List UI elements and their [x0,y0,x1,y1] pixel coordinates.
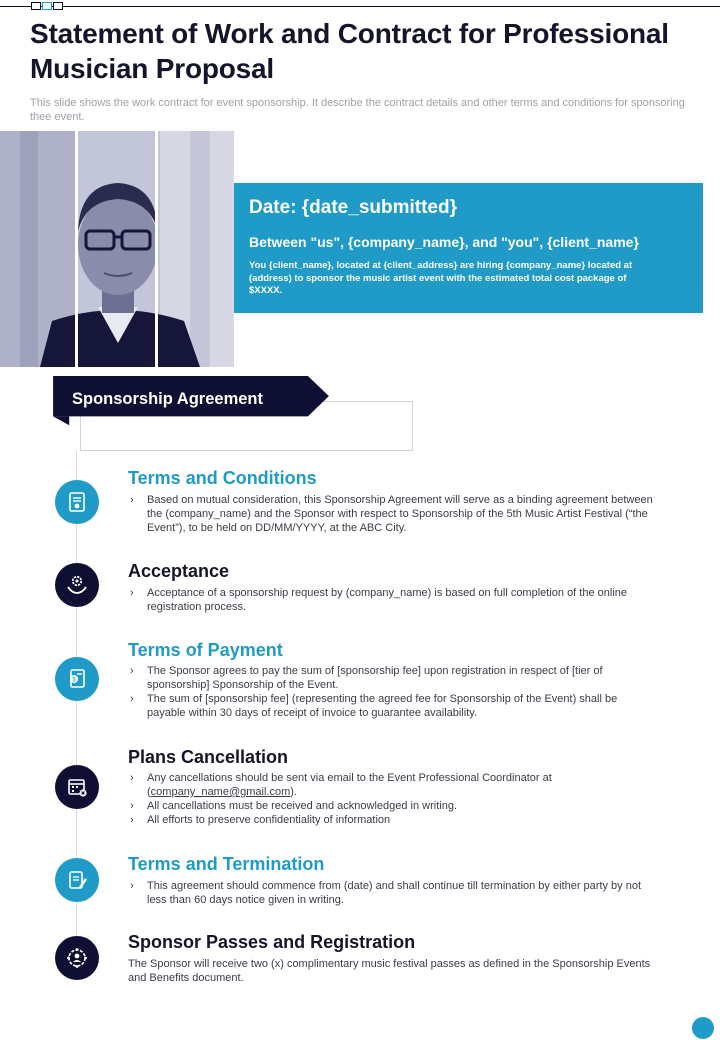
list-item: › All efforts to preserve confidentiality of information [128,813,653,827]
plans-cancellation-list [128,771,653,827]
list-item: › The sum of [sponsorship fee] (representing the agreed fee for Sponsorship of the Event) shall be payable within 30 days of receipt of invoice to guarantee availability. [128,692,653,720]
terms-conditions-list [128,493,653,535]
page-subtitle: This slide shows the work contract for event sponsorship. It describe the contract details and other terms and conditions for sponsoring thee event. [30,97,685,123]
cancellation-text-end: ). [290,786,297,798]
email-link[interactable]: company_name@gmail.com [150,786,291,798]
deco-square [42,2,52,10]
contract-pen-icon [55,858,99,902]
section-title-terms-conditions: Terms and Conditions [128,468,317,488]
page-title: Statement of Work and Contract for Professional Musician Proposal [30,18,669,84]
list-item: › All cancellations must be received and acknowledged in writing. [128,799,653,813]
network-people-icon [55,936,99,980]
list-item: › Acceptance of a sponsorship request by (company_name) is based on full completion of the online registration process. [128,586,653,614]
contract-description: You {client_name}, located at {client_address} are hiring {company_name} located at (address) to sponsor the music artist event with the estimated total cost package of $XXXX. [249,260,633,296]
contract-date-box [234,183,703,313]
section-title-sponsor-passes: Sponsor Passes and Registration [128,932,416,952]
list-item: › Based on mutual consideration, this Sponsorship Agreement will serve as a binding agreement between the (company_name) and the Sponsor with respect to Sponsorship of the 5th Music Artist Festival (“the Event”), to be held on DD/MM/YYYY, at the ABC City. [128,493,653,535]
banner-label: Sponsorship Agreement [72,390,263,408]
list-item: › This agreement should commence from (date) and shall continue till termination by either party by not less than 60 days notice given in writing. [128,879,653,907]
parties-line: Between "us", {company_name}, and "you", {client_name} [249,234,639,250]
calendar-cancel-icon [55,765,99,809]
document-badge-icon [55,480,99,524]
deco-square [31,2,41,10]
svg-text:$: $ [72,677,76,684]
terms-termination-list [128,879,653,907]
section-title-terms-termination: Terms and Termination [128,854,325,874]
cancellation-text: Any cancellations should be sent via email to the Event Professional Coordinator at ( [147,772,552,798]
corner-dot [692,1017,714,1039]
top-rule [0,6,720,7]
list-item [128,771,653,799]
terms-payment-list [128,664,653,720]
section-title-terms-payment: Terms of Payment [128,640,283,660]
date-line: Date: {date_submitted} [249,197,457,218]
portrait-photo [0,131,234,367]
list-item: › The Sponsor agrees to pay the sum of [sponsorship fee] upon registration in respect of [tier of sponsorship] Sponsorship of the Event. [128,664,653,692]
hands-gear-icon [55,563,99,607]
payment-document-icon [55,657,99,701]
section-title-acceptance: Acceptance [128,561,230,581]
sponsor-passes-text: The Sponsor will receive two (x) complimentary music festival passes as defined in the Sponsorship Events and Benefits document. [128,958,651,984]
acceptance-list [128,586,653,614]
section-title-plans-cancellation: Plans Cancellation [128,747,289,767]
deco-square [53,2,63,10]
